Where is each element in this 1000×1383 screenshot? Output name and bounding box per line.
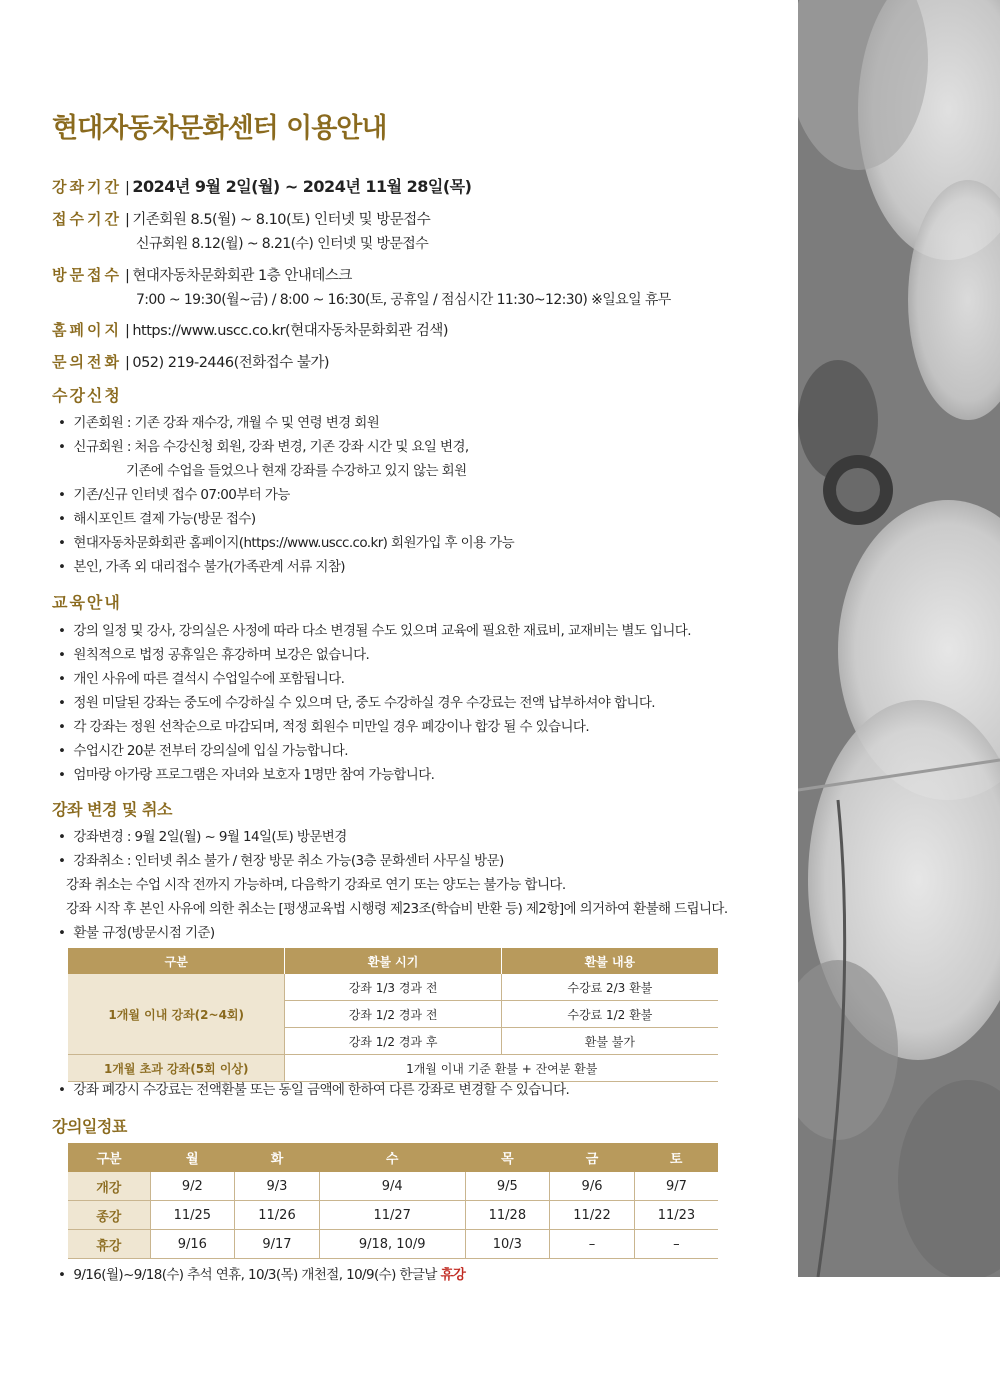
edu-item: • 개인 사유에 따른 결석시 수업일수에 포함됩니다. <box>58 667 344 687</box>
edu-item: • 각 강좌는 정원 선착순으로 마감되며, 적정 회원수 미만일 경우 폐강이나 합강 될 수 있습니다. <box>58 715 589 735</box>
change-cont2: 강좌 시작 후 본인 사유에 의한 취소는 [평생교육법 시행령 제23조(학습비 반환 등) 제2항]에 의거하여 환불해 드립니다. <box>66 901 728 917</box>
refund-table <box>68 948 718 1082</box>
table-row <box>68 1172 718 1201</box>
schedule-note-text: 9/16(월)~9/18(수) 추석 연휴, 10/3(목) 개천절, 10/9(수) 한글날 <box>73 1267 441 1283</box>
schedule-header: 월 <box>150 1143 235 1172</box>
table-row <box>68 1201 718 1230</box>
schedule-cell: 11/28 <box>465 1201 550 1230</box>
homepage-row: 홈페이지 | https://www.uscc.co.kr(현대자동차문화회관 검색) <box>52 321 449 339</box>
visit-line2: 7:00 ~ 19:30(월~금) / 8:00 ~ 16:30(토, 공휴일 / 점심시간 11:30~12:30) ※일요일 휴무 <box>136 292 671 308</box>
refund-cell: 1개월 이내 기준 환불 + 잔여분 환불 <box>285 1055 718 1082</box>
schedule-cell: 9/3 <box>235 1172 320 1201</box>
reception-row: 접수기간 | 기존회원 8.5(월) ~ 8.10(토) 인터넷 및 방문접수 <box>52 210 431 228</box>
schedule-cell: – <box>634 1230 718 1259</box>
refund-cell: 수강료 2/3 환불 <box>501 974 718 1001</box>
edu-item: • 강의 일정 및 강사, 강의실은 사정에 따라 다소 변경될 수도 있으며 교육에 필요한 재료비, 교재비는 별도 입니다. <box>58 619 691 639</box>
contact-label: 문의전화 <box>52 353 122 371</box>
refund-header-row <box>68 948 718 974</box>
refund-header: 환불 시기 <box>285 948 501 974</box>
refund-cat: 1개월 초과 강좌(5회 이상) <box>68 1055 285 1082</box>
refund-header: 구분 <box>68 948 285 974</box>
apply-item: • 기존/신규 인터넷 접수 07:00부터 가능 <box>58 483 290 503</box>
after-note: • 강좌 폐강시 수강료는 전액환불 또는 동일 금액에 한하여 다른 강좌로 변경할 수 있습니다. <box>58 1078 569 1098</box>
refund-cell: 수강료 1/2 환불 <box>501 1001 718 1028</box>
schedule-cat: 휴강 <box>68 1230 150 1259</box>
change-item: • 강좌취소 : 인터넷 취소 불가 / 현장 방문 취소 가능(3층 문화센터 사무실 방문) <box>58 849 504 869</box>
schedule-cell: 11/26 <box>235 1201 320 1230</box>
refund-cell: 환불 불가 <box>501 1028 718 1055</box>
table-row <box>68 974 718 1001</box>
schedule-note <box>58 1263 465 1283</box>
schedule-header: 구분 <box>68 1143 150 1172</box>
schedule-cell: 9/2 <box>150 1172 235 1201</box>
schedule-header: 금 <box>550 1143 635 1172</box>
schedule-cell: 9/4 <box>319 1172 465 1201</box>
edu-item: • 원칙적으로 법정 공휴일은 휴강하며 보강은 없습니다. <box>58 643 369 663</box>
reception-line2: 신규회원 8.12(월) ~ 8.21(수) 인터넷 및 방문접수 <box>136 236 429 252</box>
period-row: 강좌기간 | 2024년 9월 2일(월) ~ 2024년 11월 28일(목) <box>52 177 472 196</box>
schedule-cell: 9/18, 10/9 <box>319 1230 465 1259</box>
schedule-table <box>68 1143 718 1259</box>
schedule-cell: 9/5 <box>465 1172 550 1201</box>
period-value: 2024년 9월 2일(월) ~ 2024년 11월 28일(목) <box>132 177 472 196</box>
contact-value: 052) 219-2446(전화접수 불가) <box>132 355 330 371</box>
reception-label: 접수기간 <box>52 210 122 228</box>
table-row <box>68 1230 718 1259</box>
visit-label: 방문접수 <box>52 266 122 284</box>
change-cont1: 강좌 취소는 수업 시작 전까지 가능하며, 다음학기 강좌로 연기 또는 양도는 불가능 합니다. <box>66 877 566 893</box>
schedule-cell: 11/27 <box>319 1201 465 1230</box>
schedule-cell: 9/7 <box>634 1172 718 1201</box>
change-title: 강좌 변경 및 취소 <box>52 800 172 819</box>
schedule-header: 수 <box>319 1143 465 1172</box>
visit-line1: 현대자동차문화회관 1층 안내데스크 <box>132 268 352 284</box>
schedule-cell: 9/16 <box>150 1230 235 1259</box>
schedule-header: 토 <box>634 1143 718 1172</box>
apply-item: • 해시포인트 결제 가능(방문 접수) <box>58 507 256 527</box>
apply-title: 수강신청 <box>52 386 122 405</box>
apply-item: • 현대자동차문화회관 홈페이지(https://www.uscc.co.kr) 회원가입 후 이용 가능 <box>58 531 514 551</box>
homepage-label: 홈페이지 <box>52 321 122 339</box>
refund-cat: 1개월 이내 강좌(2~4회) <box>68 974 285 1055</box>
period-label: 강좌기간 <box>52 178 122 196</box>
visit-row: 방문접수 | 현대자동차문화회관 1층 안내데스크 <box>52 266 352 284</box>
change-item: • 강좌변경 : 9월 2일(월) ~ 9월 14일(토) 방문변경 <box>58 825 347 845</box>
reception-line1: 기존회원 8.5(월) ~ 8.10(토) 인터넷 및 방문접수 <box>132 212 431 228</box>
apply-item: • 본인, 가족 외 대리접수 불가(가족관계 서류 지참) <box>58 555 345 575</box>
contact-row: 문의전화 | 052) 219-2446(전화접수 불가) <box>52 353 330 371</box>
refund-cell: 강좌 1/2 경과 후 <box>285 1028 501 1055</box>
schedule-cell: 11/23 <box>634 1201 718 1230</box>
schedule-header: 목 <box>465 1143 550 1172</box>
schedule-cell: 11/22 <box>550 1201 635 1230</box>
apply-item: • 기존회원 : 기존 강좌 재수강, 개월 수 및 연령 변경 회원 <box>58 411 379 431</box>
edu-item: • 엄마랑 아가랑 프로그램은 자녀와 보호자 1명만 참여 가능합니다. <box>58 763 434 783</box>
schedule-cell: 9/6 <box>550 1172 635 1201</box>
schedule-header-row <box>68 1143 718 1172</box>
refund-rule: • 환불 규정(방문시점 기준) <box>58 921 215 941</box>
schedule-cat: 개강 <box>68 1172 150 1201</box>
schedule-cell: 9/17 <box>235 1230 320 1259</box>
page-title: 현대자동차문화센터 이용안내 <box>52 113 387 144</box>
edu-item: • 정원 미달된 강좌는 중도에 수강하실 수 있으며 단, 중도 수강하실 경우 수강료는 전액 납부하셔야 합니다. <box>58 691 655 711</box>
schedule-cell: 10/3 <box>465 1230 550 1259</box>
edu-item: • 수업시간 20분 전부터 강의실에 입실 가능합니다. <box>58 739 348 759</box>
edu-title: 교육안내 <box>52 593 122 612</box>
refund-header: 환불 내용 <box>501 948 718 974</box>
apply-item: • 신규회원 : 처음 수강신청 회원, 강좌 변경, 기존 강좌 시간 및 요일 변경, <box>58 435 469 455</box>
schedule-header: 화 <box>235 1143 320 1172</box>
schedule-cell: – <box>550 1230 635 1259</box>
apply-item-cont: 기존에 수업을 들었으나 현재 강좌를 수강하고 있지 않는 회원 <box>126 463 467 479</box>
schedule-cell: 11/25 <box>150 1201 235 1230</box>
schedule-cat: 종강 <box>68 1201 150 1230</box>
schedule-title: 강의일정표 <box>52 1117 127 1136</box>
refund-cell: 강좌 1/3 경과 전 <box>285 974 501 1001</box>
homepage-value[interactable]: https://www.uscc.co.kr(현대자동차문화회관 검색) <box>132 323 449 339</box>
holiday-text: 휴강 <box>440 1267 466 1283</box>
flower-photo <box>798 0 1000 1277</box>
refund-cell: 강좌 1/2 경과 전 <box>285 1001 501 1028</box>
